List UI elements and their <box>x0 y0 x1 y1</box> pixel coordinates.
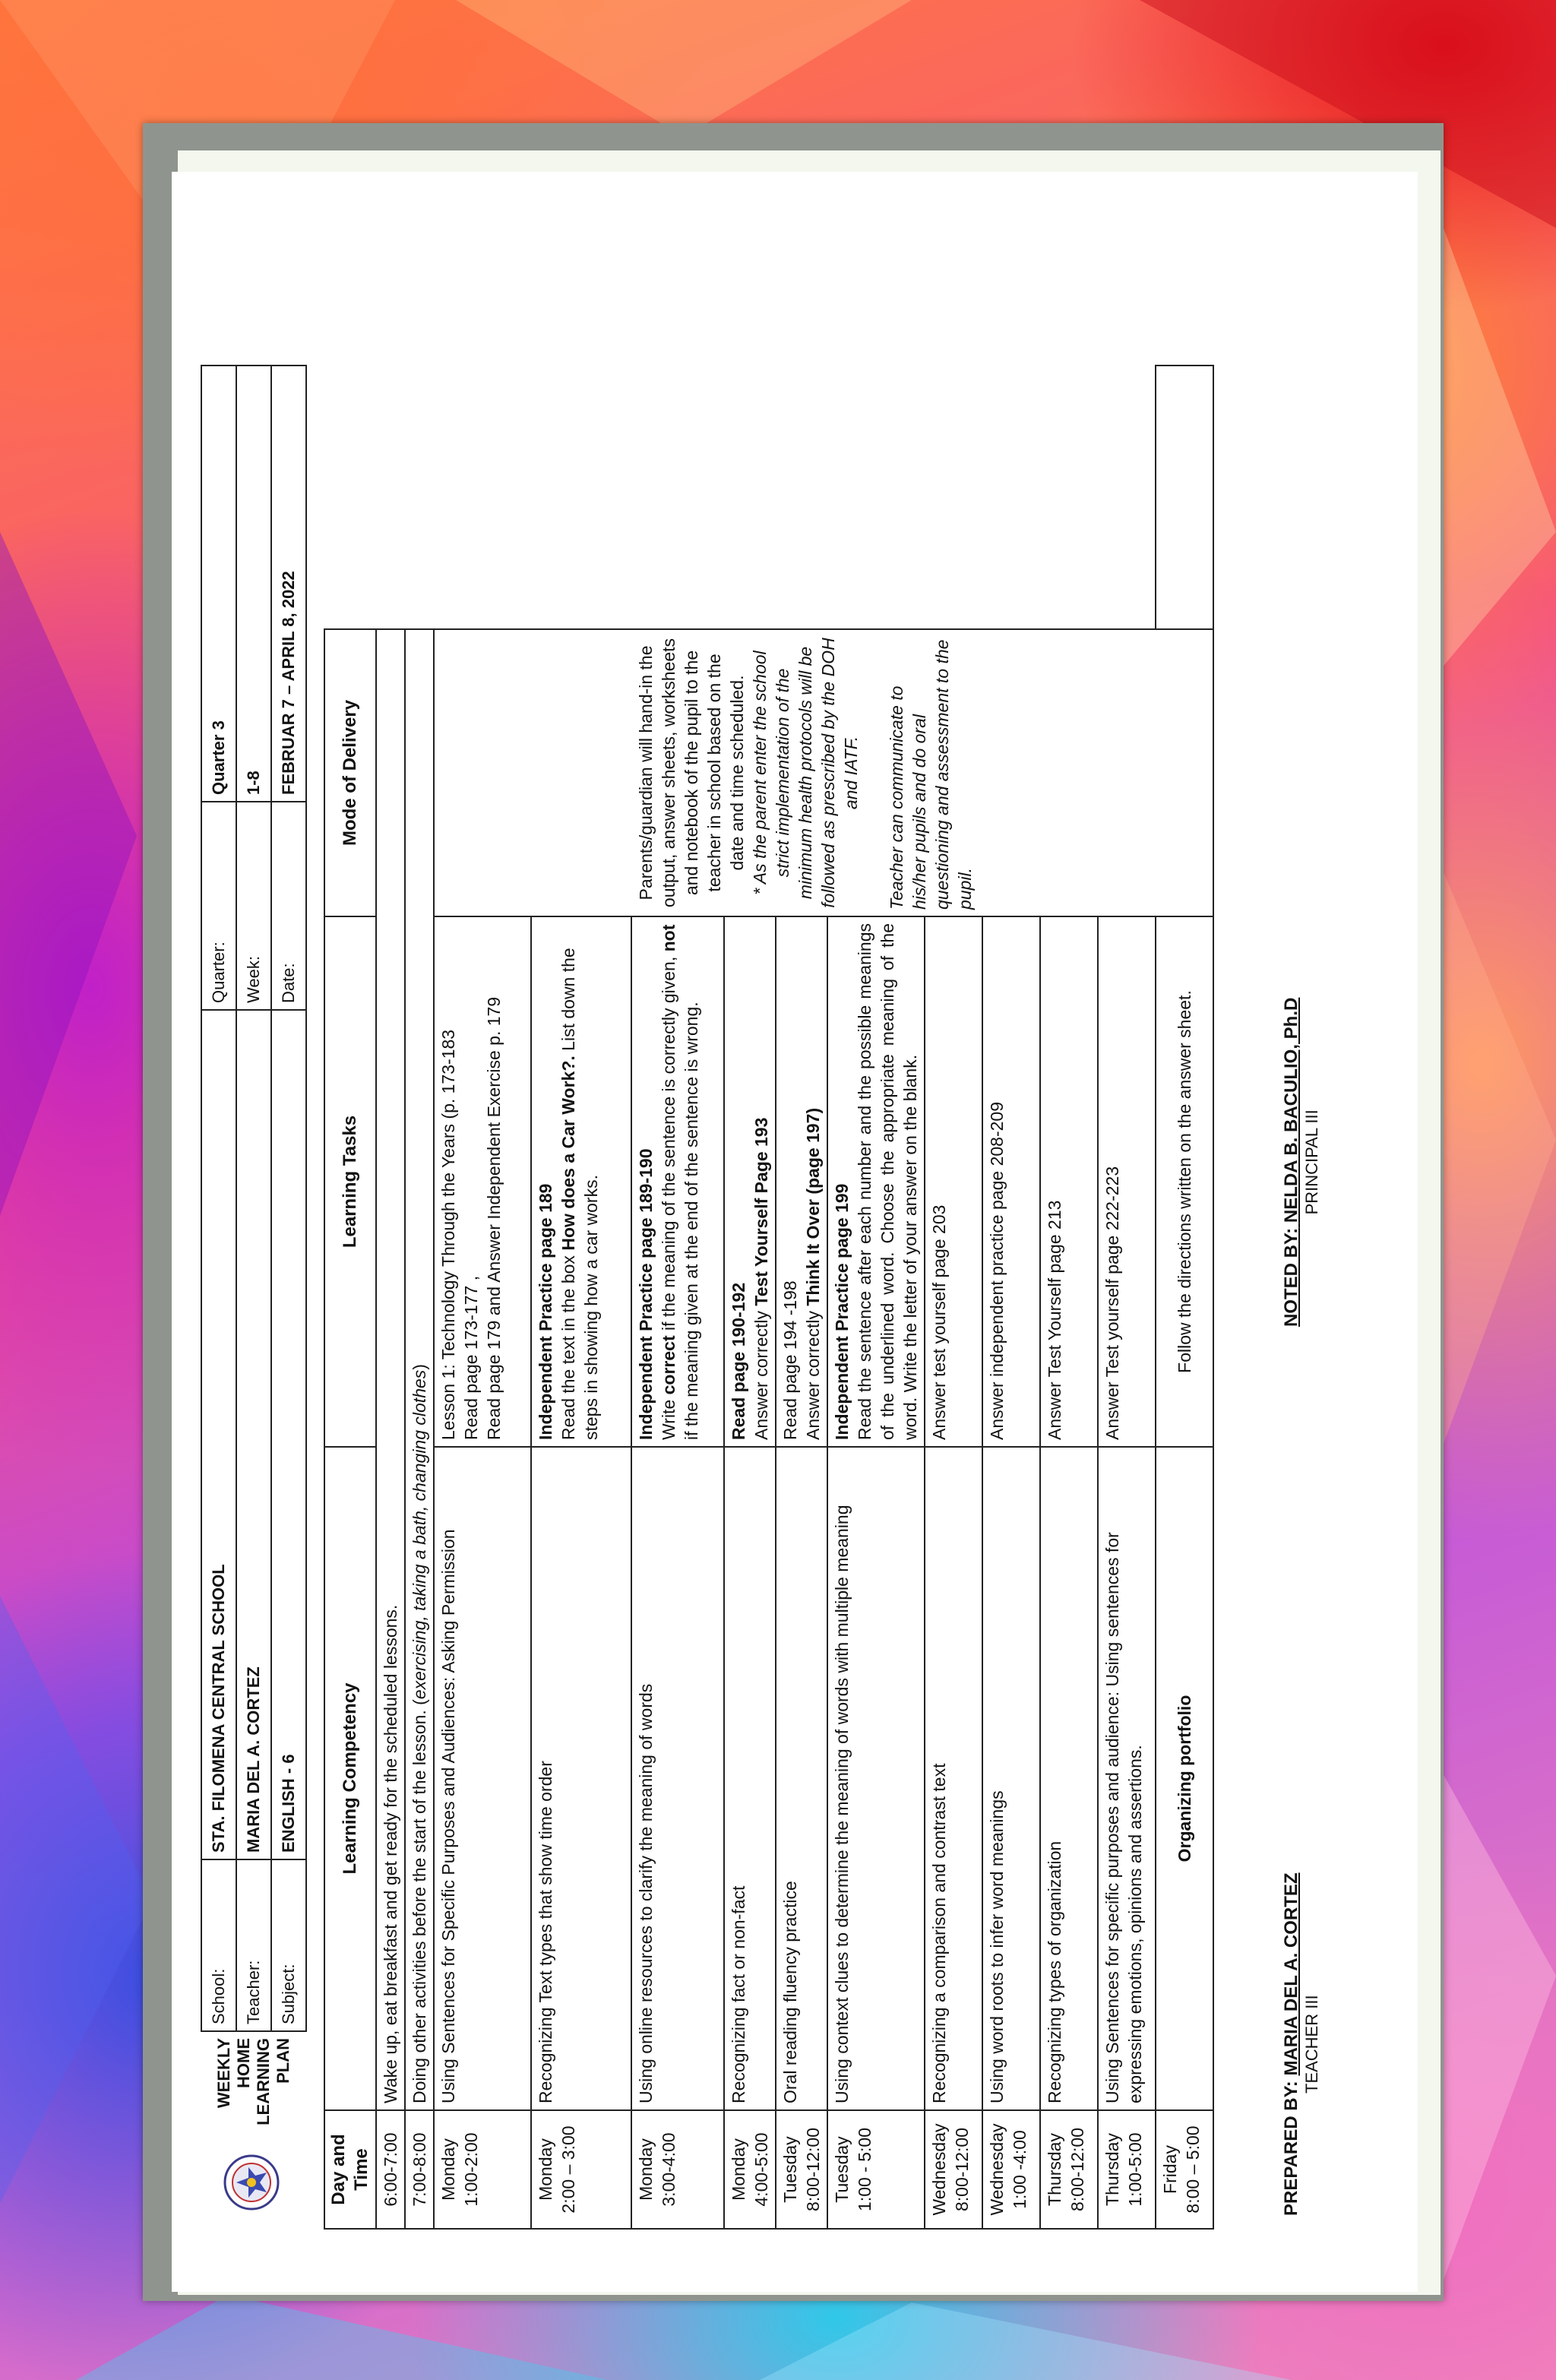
noted-role: PRINCIPAL III <box>1302 1109 1321 1215</box>
day-time-cell: 6:00-7:00 <box>376 2110 405 2229</box>
week-value: 1-8 <box>236 366 271 802</box>
day-time-cell: Wednesday 8:00-12:00 <box>925 2110 982 2229</box>
col-day-time: Day and Time <box>324 2110 376 2229</box>
competency-cell: Using Sentences for specific purposes and audience: Using sentences for expressing emotions, opinions and assertions. <box>1098 1447 1156 2110</box>
subject-value: ENGLISH - 6 <box>271 1010 306 1859</box>
table-row <box>376 366 405 2229</box>
task-cell: Answer independent practice page 208-209 <box>982 916 1040 1447</box>
plan-title: WEEKLY HOME LEARNING PLAN <box>201 2031 306 2135</box>
mode-teacher-text: Teacher can communicate to his/her pupils and do oral questioning and assessment to the pupil. <box>887 639 975 910</box>
competency-cell: Recognizing Text types that show time order <box>531 1447 631 2110</box>
noted-label: NOTED BY: <box>1281 1227 1301 1327</box>
activity-cell: Wake up, eat breakfast and get ready for the scheduled lessons. <box>376 629 405 2110</box>
table-header-row <box>324 366 376 2229</box>
noted-name: NELDA B. BACULIO, Ph.D <box>1281 997 1301 1223</box>
competency-cell: Recognizing types of organization <box>1040 1447 1098 2110</box>
task-cell: Lesson 1: Technology Through the Years (p. 173-183 Read page 173-177 , Read page 179 and Answer Independent Exercise p. 179 <box>434 916 531 1447</box>
week-label: Week: <box>236 802 271 1010</box>
mode-parents-text: Parents/guardian will hand-in the output, answer sheets, worksheets and notebook of the pupil to the teacher in school based on the date and time scheduled. <box>636 638 747 908</box>
deped-seal-logo <box>201 2135 306 2230</box>
day-time-cell: Wednesday 1:00 -4:00 <box>982 2110 1040 2229</box>
competency-cell: Organizing portfolio <box>1156 1447 1213 2110</box>
task-cell: Read page 190-192 Answer correctly Test Yourself Page 193 <box>724 916 776 1447</box>
competency-cell: Oral reading fluency practice <box>776 1447 827 2110</box>
col-tasks: Learning Tasks <box>324 916 376 1447</box>
prepared-name: MARIA DEL A. CORTEZ <box>1281 1872 1301 2076</box>
day-time-cell: Monday 2:00 – 3:00 <box>531 2110 631 2229</box>
mode-of-delivery-cell <box>434 629 1213 916</box>
prepared-by-signature <box>1281 1872 1322 2216</box>
school-value: STA. FILOMENA CENTRAL SCHOOL <box>201 1010 236 1859</box>
day-time-cell: Monday 3:00-4:00 <box>631 2110 724 2229</box>
day-time-cell: Monday 1:00-2:00 <box>434 2110 531 2229</box>
task-cell: Answer test yourself page 203 <box>925 916 982 1447</box>
table-row <box>434 366 531 2229</box>
subject-label: Subject: <box>271 1859 306 2031</box>
quarter-label: Quarter: <box>201 802 236 1010</box>
schedule-table <box>324 365 1214 2230</box>
learning-plan-page <box>172 172 1418 2292</box>
col-mode: Mode of Delivery <box>324 629 376 916</box>
day-time-cell: Friday 8:00 – 5:00 <box>1156 2110 1213 2229</box>
competency-cell: Recognizing fact or non-fact <box>724 1447 776 2110</box>
prepared-label: PREPARED BY: <box>1281 2081 1301 2216</box>
day-time-cell: Tuesday 1:00 - 5:00 <box>827 2110 925 2229</box>
competency-cell: Recognizing a comparison and contrast text <box>925 1447 982 2110</box>
competency-cell: Using online resources to clarify the meaning of words <box>631 1447 724 2110</box>
day-time-cell: Thursday 8:00-12:00 <box>1040 2110 1098 2229</box>
task-cell: Independent Practice page 189 Read the text in the box How does a Car Work?. List down the steps in showing how a car works. <box>531 916 631 1447</box>
task-cell: Answer Test yourself page 222-223 <box>1098 916 1156 1447</box>
competency-cell: Using word roots to infer word meanings <box>982 1447 1040 2110</box>
noted-by-signature <box>1281 998 1322 1327</box>
table-row <box>405 366 434 2229</box>
competency-cell: Using Sentences for Specific Purposes and Audiences: Asking Permission <box>434 1447 531 2110</box>
col-competency: Learning Competency <box>324 1447 376 2110</box>
day-time-cell: 7:00-8:00 <box>405 2110 434 2229</box>
teacher-label: Teacher: <box>236 1859 271 2031</box>
task-cell: Independent Practice page 189-190 Write correct if the meaning of the sentence is correctly given, not if the meaning given at the end of the sentence is wrong. <box>631 916 724 1447</box>
competency-cell: Using context clues to determine the meaning of words with multiple meaning <box>827 1447 925 2110</box>
quarter-value: Quarter 3 <box>201 366 236 802</box>
day-time-cell: Monday 4:00-5:00 <box>724 2110 776 2229</box>
school-label: School: <box>201 1859 236 2031</box>
prepared-role: TEACHER III <box>1302 1995 1321 2094</box>
task-cell: Follow the directions written on the answer sheet. <box>1156 916 1213 1447</box>
empty-mode-cell <box>1156 366 1213 629</box>
task-cell: Read page 194 -198 Answer correctly Think It Over (page 197) <box>776 916 827 1447</box>
date-value: FEBRUAR 7 – APRIL 8, 2022 <box>271 366 306 802</box>
date-label: Date: <box>271 802 306 1010</box>
mode-protocol-text: * As the parent enter the school strict implementation of the minimum health protocols will be followed as prescribed by the DOH and IATF. <box>750 638 861 908</box>
task-cell: Independent Practice page 199 Read the sentence after each number and the possible meanings of the underlined word. Choose the appropriate meaning of the word. Write the letter of your answer on the blank. <box>827 916 925 1447</box>
teacher-value: MARIA DEL A. CORTEZ <box>236 1010 271 1859</box>
day-time-cell: Tuesday 8:00-12:00 <box>776 2110 827 2229</box>
plan-header-table <box>201 365 307 2230</box>
day-time-cell: Thursday 1:00-5:00 <box>1098 2110 1156 2229</box>
task-cell: Answer Test Yourself page 213 <box>1040 916 1098 1447</box>
activity-cell: Doing other activities before the start of the lesson. (exercising, taking a bath, changing clothes) <box>405 629 434 2110</box>
